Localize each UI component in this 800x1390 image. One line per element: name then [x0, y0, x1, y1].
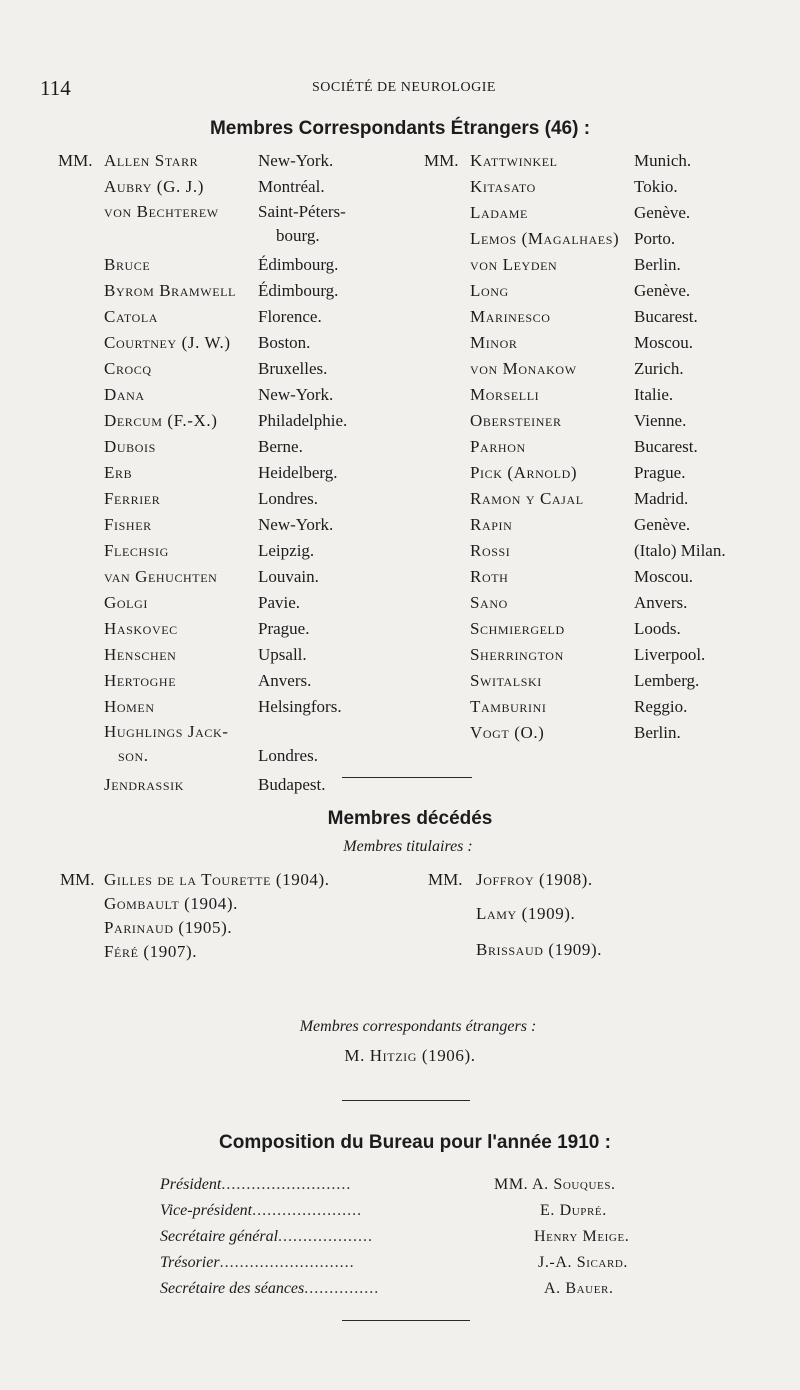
- member-city-text: Berne.: [258, 437, 303, 456]
- member-city-text: Genève.: [634, 203, 691, 222]
- officer-title: Trésorier: [160, 1254, 220, 1271]
- member-city-text: Florence.: [258, 307, 322, 326]
- member-name-text: Allen Starr: [104, 151, 199, 170]
- member-city-text: Tokio.: [634, 177, 678, 196]
- leader-dots: ..........................: [221, 1176, 352, 1193]
- member-city-text: Zurich.: [634, 359, 684, 378]
- member-name-text: Kitasato: [470, 177, 536, 196]
- deceased-entry: Parinaud (1905).: [104, 918, 233, 937]
- member-city: [634, 382, 726, 408]
- member-name: [470, 486, 619, 512]
- member-name: [104, 642, 236, 668]
- officer-title: Vice-président: [160, 1202, 253, 1219]
- member-name-text: Erb: [104, 463, 133, 482]
- member-name-text: Obersteiner: [470, 411, 562, 430]
- member-city-text: [258, 720, 347, 744]
- member-city: [258, 330, 347, 356]
- member-city-text: Munich.: [634, 151, 692, 170]
- member-name: [470, 174, 619, 200]
- member-city-text: Heidelberg.: [258, 463, 338, 482]
- member-city: [634, 148, 726, 174]
- deceased-left-prefix: MM.: [60, 870, 95, 889]
- member-name: [470, 408, 619, 434]
- deceased-entry: Gombault (1904).: [104, 894, 238, 913]
- member-name-text: Aubry (G. J.): [104, 177, 204, 196]
- member-city-text: Prague.: [634, 463, 686, 482]
- deceased-right-prefix: MM.: [428, 870, 463, 889]
- member-city-text: Vienne.: [634, 411, 687, 430]
- member-city: [634, 486, 726, 512]
- member-name: [470, 200, 619, 226]
- member-city-text: New-York.: [258, 385, 334, 404]
- member-name: [104, 616, 236, 642]
- member-name: [470, 642, 619, 668]
- officer-title: Secrétaire des séances: [160, 1280, 305, 1297]
- member-city: [634, 694, 726, 720]
- member-name: [104, 382, 236, 408]
- member-name-text: Long: [470, 281, 509, 300]
- member-name-text: Lemos (Magalhaes): [470, 229, 620, 248]
- member-city: [634, 538, 726, 564]
- member-city-text: Prague.: [258, 619, 310, 638]
- member-city: [258, 382, 347, 408]
- member-name-text: Catola: [104, 307, 159, 326]
- member-city: [258, 252, 347, 278]
- member-city-text: Berlin.: [634, 255, 681, 274]
- member-city-text: Leipzig.: [258, 541, 315, 560]
- officer-name: A. Bauer.: [544, 1280, 614, 1297]
- titulaires-label: Membres titulaires :: [343, 838, 473, 855]
- member-city-text: Anvers.: [634, 593, 688, 612]
- member-city: [258, 772, 347, 798]
- member-name-text: Byrom Bramwell: [104, 281, 236, 300]
- member-name-text: Bruce: [104, 255, 151, 274]
- member-name: [470, 356, 619, 382]
- member-city: [258, 278, 347, 304]
- page-number: 114: [40, 76, 71, 100]
- member-city-text: Porto.: [634, 229, 676, 248]
- corresp-deceased-label: Membres correspondants étrangers :: [299, 1018, 537, 1035]
- member-city-text: Bruxelles.: [258, 359, 328, 378]
- section-divider: [342, 777, 472, 778]
- member-name-text: Minor: [470, 333, 518, 352]
- member-name: [470, 460, 619, 486]
- member-name: [104, 304, 236, 330]
- member-name: [104, 590, 236, 616]
- member-name-continued: son.: [118, 746, 149, 765]
- member-name: [470, 512, 619, 538]
- member-name: [470, 564, 619, 590]
- member-name-text: Schmiergeld: [470, 619, 565, 638]
- member-name: [104, 564, 236, 590]
- member-city: [258, 356, 347, 382]
- member-name-text: Jendrassik: [104, 775, 184, 794]
- officer-name: MM. A. Souques.: [494, 1176, 616, 1193]
- member-city: [258, 460, 347, 486]
- leader-dots: ...............: [304, 1280, 380, 1297]
- member-name: [104, 174, 236, 200]
- member-name: [104, 330, 236, 356]
- member-name: [470, 694, 619, 720]
- member-city: [634, 642, 726, 668]
- member-city-text: Édimbourg.: [258, 255, 339, 274]
- member-city-text: Budapest.: [258, 775, 326, 794]
- member-name: [104, 252, 236, 278]
- member-name: [104, 408, 236, 434]
- member-name-text: Sano: [470, 593, 508, 612]
- member-name: [470, 252, 619, 278]
- officer-name: E. Dupré.: [540, 1202, 607, 1219]
- member-city: [634, 434, 726, 460]
- member-name-text: Dubois: [104, 437, 156, 456]
- member-city-text: Genève.: [634, 281, 691, 300]
- member-city-text: Saint-Péters-: [258, 202, 346, 221]
- section-divider: [342, 1100, 470, 1101]
- member-name: [470, 668, 619, 694]
- member-name: [470, 590, 619, 616]
- member-name-text: Rapin: [470, 515, 513, 534]
- member-city-text: New-York.: [258, 515, 334, 534]
- member-name: [104, 460, 236, 486]
- member-name-text: Switalski: [470, 671, 542, 690]
- member-city-text: Lemberg.: [634, 671, 700, 690]
- member-city: [634, 460, 726, 486]
- member-city: [258, 486, 347, 512]
- member-name: [470, 226, 619, 252]
- member-city: [634, 590, 726, 616]
- member-city: [258, 174, 347, 200]
- member-city-continued: Londres.: [258, 746, 318, 765]
- member-name: [104, 356, 236, 382]
- member-name: [104, 772, 236, 798]
- member-name-text: Crocq: [104, 359, 152, 378]
- member-city: [258, 616, 347, 642]
- member-name-text: Haskovec: [104, 619, 178, 638]
- deceased-entry: Brissaud (1909).: [476, 940, 603, 959]
- member-name-text: von Leyden: [470, 255, 558, 274]
- member-name-text: Sherrington: [470, 645, 564, 664]
- member-city: [258, 408, 347, 434]
- deceased-heading: Membres décédés: [327, 808, 493, 829]
- member-name-text: Fisher: [104, 515, 152, 534]
- member-city: [258, 642, 347, 668]
- member-name: [470, 382, 619, 408]
- member-name-text: Homen: [104, 697, 155, 716]
- member-name-text: Courtney (J. W.): [104, 333, 231, 352]
- member-name: [470, 616, 619, 642]
- member-city-text: Genève.: [634, 515, 691, 534]
- officer-row: [160, 1250, 640, 1276]
- officer-name: J.-A. Sicard.: [538, 1254, 629, 1271]
- officer-row: [160, 1276, 640, 1302]
- member-city-text: Moscou.: [634, 333, 694, 352]
- member-name: [104, 148, 236, 174]
- member-city-text: Bucarest.: [634, 437, 698, 456]
- member-name-text: Henschen: [104, 645, 177, 664]
- member-city-text: Italie.: [634, 385, 674, 404]
- member-city-continued: bourg.: [276, 226, 320, 245]
- member-city: [258, 694, 347, 720]
- member-city-text: Liverpool.: [634, 645, 706, 664]
- member-name: [470, 538, 619, 564]
- member-name-text: Tamburini: [470, 697, 547, 716]
- member-city: [258, 564, 347, 590]
- member-city: [634, 200, 726, 226]
- member-name: [470, 304, 619, 330]
- officer-row: [160, 1224, 640, 1250]
- member-city: [634, 330, 726, 356]
- section-divider: [342, 1320, 470, 1321]
- officer-row: [160, 1172, 640, 1198]
- member-name-text: Parhon: [470, 437, 526, 456]
- member-name: [470, 720, 619, 746]
- member-name: [104, 668, 236, 694]
- member-name-text: Roth: [470, 567, 509, 586]
- member-name: [470, 434, 619, 460]
- deceased-entry: Gilles de la Tourette (1904).: [104, 870, 330, 889]
- member-city-text: Reggio.: [634, 697, 688, 716]
- member-city-text: Philadelphie.: [258, 411, 348, 430]
- corresp-heading: Membres Correspondants Étrangers (46) :: [209, 118, 591, 139]
- member-name: [104, 486, 236, 512]
- member-name: [470, 278, 619, 304]
- member-city: [634, 304, 726, 330]
- officer-title: Président: [160, 1176, 222, 1193]
- officer-title: Secrétaire général: [160, 1228, 279, 1245]
- leader-dots: ...........................: [219, 1254, 355, 1271]
- running-head: SOCIÉTÉ DE NEUROLOGIE: [312, 80, 496, 95]
- member-city: [634, 668, 726, 694]
- member-city-text: Anvers.: [258, 671, 312, 690]
- member-name: [104, 200, 236, 252]
- member-city-text: Moscou.: [634, 567, 694, 586]
- member-city-text: Berlin.: [634, 723, 681, 742]
- member-city-text: Édimbourg.: [258, 281, 339, 300]
- leader-dots: ...................: [278, 1228, 374, 1245]
- member-city: [258, 590, 347, 616]
- member-city: [634, 174, 726, 200]
- member-name-text: von Monakow: [470, 359, 577, 378]
- member-city-text: Madrid.: [634, 489, 689, 508]
- member-city: [258, 668, 347, 694]
- member-name-text: Ramon y Cajal: [470, 489, 584, 508]
- member-city: [258, 512, 347, 538]
- left-prefix: MM.: [58, 151, 93, 170]
- member-city-text: Helsingfors.: [258, 697, 342, 716]
- member-city: [258, 434, 347, 460]
- member-name-text: Golgi: [104, 593, 148, 612]
- member-name-text: von Bechterew: [104, 202, 219, 221]
- right-prefix: MM.: [424, 151, 459, 170]
- member-name-text: Kattwinkel: [470, 151, 558, 170]
- member-name: [104, 278, 236, 304]
- member-city: [258, 720, 347, 772]
- member-city: [634, 278, 726, 304]
- member-city: [258, 304, 347, 330]
- member-name-text: Hughlings Jack-: [104, 722, 229, 741]
- right-cities-column: [634, 148, 726, 746]
- member-city-text: Upsall.: [258, 645, 307, 664]
- member-name: [470, 330, 619, 356]
- member-name: [104, 538, 236, 564]
- member-name-text: Flechsig: [104, 541, 169, 560]
- member-city-text: Pavie.: [258, 593, 301, 612]
- member-name-text: Morselli: [470, 385, 540, 404]
- member-name-text: Hertoghe: [104, 671, 177, 690]
- member-city-text: New-York.: [258, 151, 334, 170]
- member-city-text: Londres.: [258, 489, 318, 508]
- member-city: [634, 616, 726, 642]
- member-city: [258, 200, 347, 252]
- member-city-text: Bucarest.: [634, 307, 698, 326]
- member-city: [258, 538, 347, 564]
- member-name-text: Pick (Arnold): [470, 463, 578, 482]
- corresp-deceased-entry: M. Hitzig (1906).: [344, 1046, 476, 1065]
- deceased-entry: Féré (1907).: [104, 942, 198, 961]
- member-city-text: Louvain.: [258, 567, 319, 586]
- member-name: [104, 434, 236, 460]
- bureau-heading: Composition du Bureau pour l'année 1910 :: [219, 1132, 611, 1153]
- officer-row: [160, 1198, 640, 1224]
- member-name-text: Marinesco: [470, 307, 551, 326]
- member-city-text: Montréal.: [258, 177, 325, 196]
- member-city: [634, 356, 726, 382]
- member-name-text: Dercum (F.-X.): [104, 411, 218, 430]
- member-name: [104, 512, 236, 538]
- member-city: [634, 720, 726, 746]
- member-city: [634, 408, 726, 434]
- leader-dots: ......................: [252, 1202, 363, 1219]
- member-name: [470, 148, 619, 174]
- right-names-column: [470, 148, 619, 746]
- member-city-text: Boston.: [258, 333, 311, 352]
- member-city: [634, 226, 726, 252]
- deceased-entry: Lamy (1909).: [476, 904, 576, 923]
- officers-list: [160, 1172, 640, 1302]
- deceased-entry: Joffroy (1908).: [476, 870, 593, 889]
- member-name: [104, 720, 236, 772]
- member-city: [634, 564, 726, 590]
- member-city: [634, 252, 726, 278]
- member-name-text: Ferrier: [104, 489, 161, 508]
- member-name-text: Ladame: [470, 203, 528, 222]
- member-name-text: Vogt (O.): [470, 723, 545, 742]
- member-city: [258, 148, 347, 174]
- member-name: [104, 694, 236, 720]
- left-names-column: [104, 148, 236, 798]
- member-city: [634, 512, 726, 538]
- officer-name: Henry Meige.: [534, 1228, 630, 1245]
- member-city-text: (Italo) Milan.: [634, 541, 726, 560]
- member-city-text: Loods.: [634, 619, 681, 638]
- left-cities-column: [258, 148, 347, 798]
- member-name-text: Dana: [104, 385, 145, 404]
- member-name-text: van Gehuchten: [104, 567, 218, 586]
- member-name-text: Rossi: [470, 541, 511, 560]
